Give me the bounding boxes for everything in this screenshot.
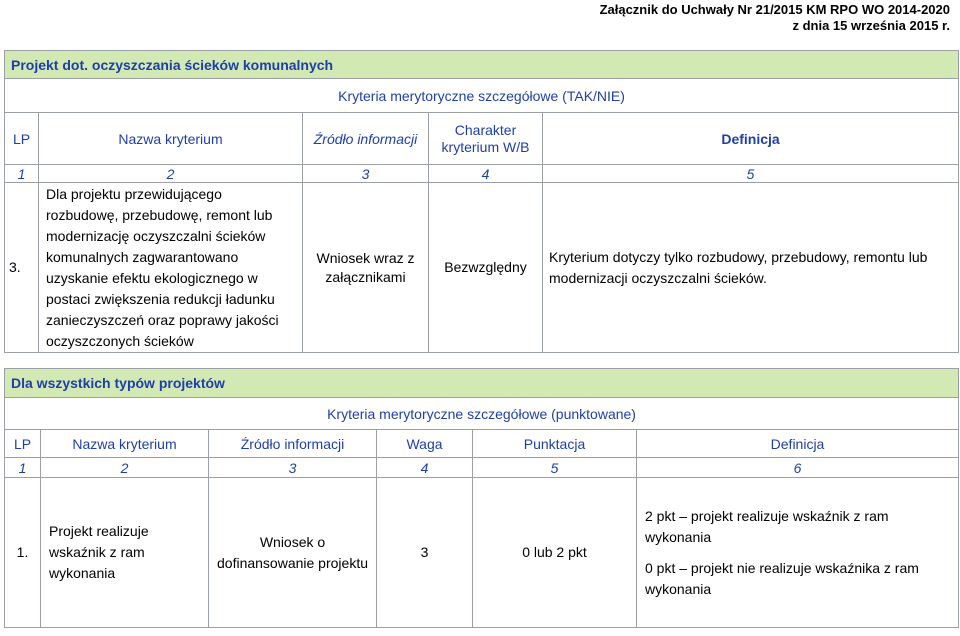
criteria-table-scored [4, 368, 959, 628]
column-number-2: 2 [41, 458, 209, 478]
document-attachment-note [600, 2, 950, 34]
column-header-definition: Definicja [637, 430, 959, 458]
row-criterion-name: Dla projektu przewidującego rozbudowę, przebudowę, remont lub modernizację oczyszczalni ścieków komunalnych zagwarantowano uzyskanie efektu ekologicznego w postaci zwiększenia redukcji ładunku zanieczyszczeń oraz poprawy jakości oczyszczonych ścieków [39, 183, 303, 353]
column-header-name: Nazwa kryterium [41, 430, 209, 458]
column-number-3: 3 [209, 458, 377, 478]
column-header-definition: Definicja [543, 113, 959, 165]
group-header: Kryteria merytoryczne szczegółowe (TAK/NIE) [5, 79, 959, 113]
row-weight: 3 [377, 478, 473, 628]
row-character: Bezwzględny [429, 183, 543, 353]
column-header-character: Charakter kryterium W/B [429, 113, 543, 165]
section-title: Dla wszystkich typów projektów [5, 369, 959, 398]
column-header-lp: LP [5, 430, 41, 458]
row-source: Wniosek o dofinansowanie projektu [209, 478, 377, 628]
row-definition [637, 478, 959, 628]
column-number-4: 4 [377, 458, 473, 478]
column-header-points: Punktacja [473, 430, 637, 458]
column-header-source: Źródło informacji [209, 430, 377, 458]
row-lp: 3. [5, 183, 39, 353]
column-header-lp: LP [5, 113, 39, 165]
definition-option-0pkt: 0 pkt – projekt nie realizuje wskaźnika z ram wykonania [645, 559, 919, 597]
row-source: Wniosek wraz z załącznikami [303, 183, 429, 353]
column-header-weight: Waga [377, 430, 473, 458]
column-header-source: Źródło informacji [303, 113, 429, 165]
criteria-table-yes-no [4, 50, 959, 353]
column-number-3: 3 [303, 165, 429, 183]
row-points: 0 lub 2 pkt [473, 478, 637, 628]
project-title: Projekt dot. oczyszczania ścieków komunalnych [5, 51, 959, 79]
column-number-1: 1 [5, 165, 39, 183]
definition-option-2pkt: 2 pkt – projekt realizuje wskaźnik z ram wykonania [645, 507, 889, 545]
row-definition: Kryterium dotyczy tylko rozbudowy, przebudowy, remontu lub modernizacji oczyszczalni ścieków. [543, 183, 959, 353]
column-number-6: 6 [637, 458, 959, 478]
row-criterion-name: Projekt realizuje wskaźnik z ram wykonania [41, 478, 209, 628]
column-number-5: 5 [473, 458, 637, 478]
row-lp: 1. [5, 478, 41, 628]
group-header-scored: Kryteria merytoryczne szczegółowe (punktowane) [5, 398, 959, 430]
attachment-note-line1: Załącznik do Uchwały Nr 21/2015 KM RPO WO 2014-2020 [599, 2, 950, 17]
column-number-2: 2 [39, 165, 303, 183]
column-number-5: 5 [543, 165, 959, 183]
column-number-1: 1 [5, 458, 41, 478]
attachment-note-line2: z dnia 15 września 2015 r. [792, 18, 950, 33]
column-header-name: Nazwa kryterium [39, 113, 303, 165]
column-number-4: 4 [429, 165, 543, 183]
